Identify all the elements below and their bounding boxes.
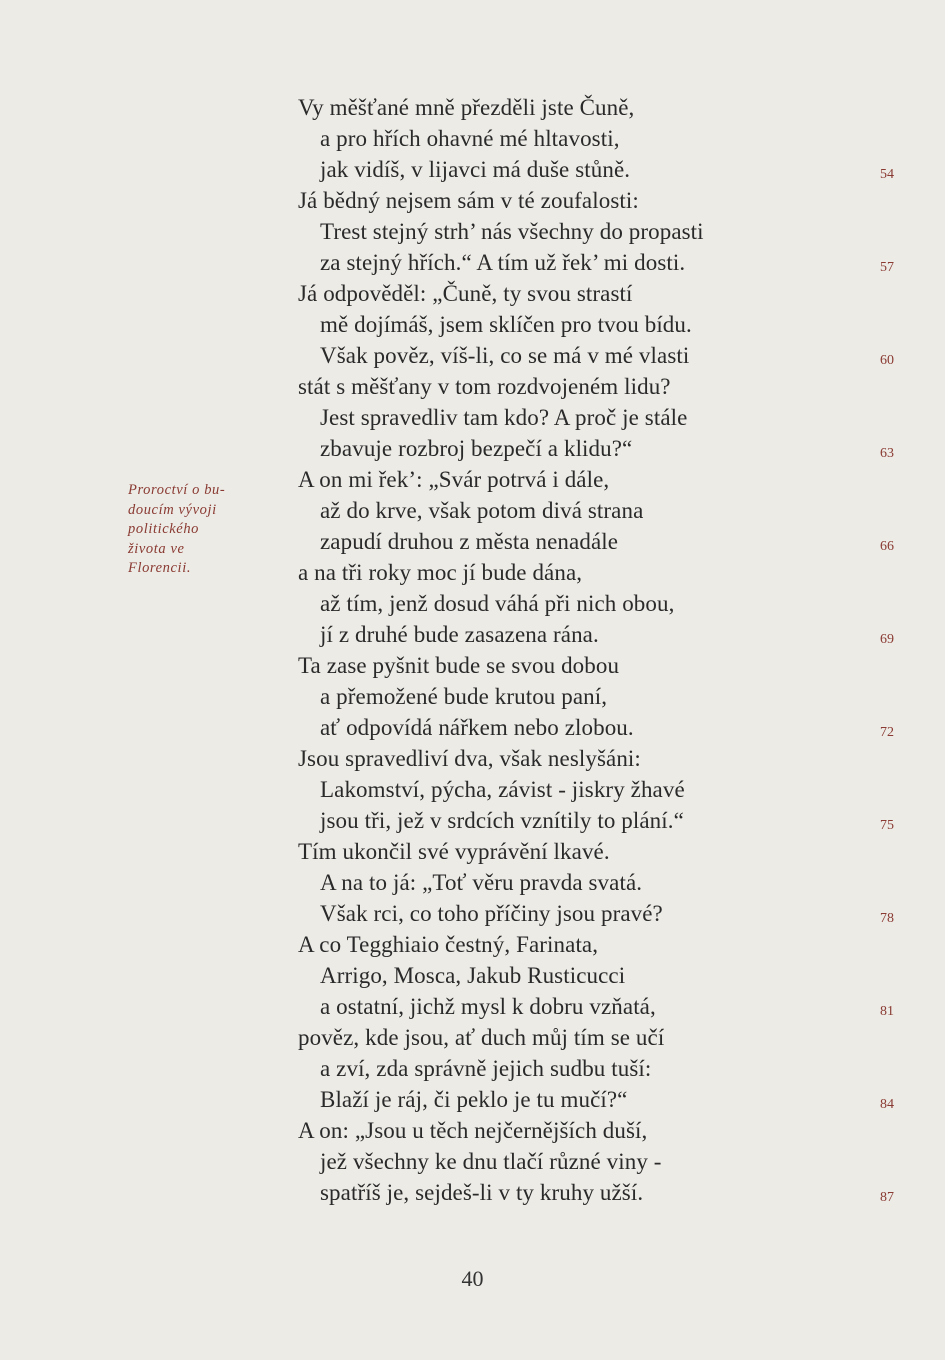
- verse-line: jež všechny ke dnu tlačí různé viny -: [320, 1149, 662, 1174]
- marginal-note-line: Proroctví o bu-: [128, 482, 226, 498]
- line-number: 57: [880, 260, 894, 275]
- line-number-slot: [850, 743, 910, 836]
- line-number: 69: [880, 632, 894, 647]
- line-number-slot: [850, 92, 910, 185]
- verse-line: spatříš je, sejdeš-li v ty kruhy užší.: [320, 1180, 644, 1205]
- line-number: 72: [880, 725, 894, 740]
- marginal-note-line: života ve: [128, 540, 185, 557]
- line-number: 78: [880, 911, 894, 926]
- line-number-slot: [850, 1115, 910, 1208]
- line-number-slot: [850, 185, 910, 278]
- verse-line: a zví, zda správně jejich sudbu tuší:: [320, 1056, 652, 1081]
- marginal-note-line: doucím vývoji: [128, 501, 217, 518]
- verse-line: až tím, jenž dosud váhá při nich obou,: [320, 591, 675, 616]
- verse-line: za stejný hřích.“ A tím už řek’ mi dosti.: [320, 250, 686, 275]
- verse-line: A na to já: „Toť věru pravda svatá.: [320, 870, 643, 895]
- verse-line: Ta zase pyšnit bude se svou dobou: [298, 653, 620, 678]
- verse-line: Však pověz, víš-li, co se má v mé vlasti: [320, 343, 690, 368]
- verse-line: A on: „Jsou u těch nejčernějších duší,: [298, 1118, 648, 1143]
- page-number: 40: [461, 1266, 484, 1291]
- marginal-note: [128, 481, 268, 579]
- verse-line: Arrigo, Mosca, Jakub Rusticucci: [320, 963, 626, 988]
- line-number-slot: [850, 371, 910, 464]
- verse-line: jak vidíš, v lijavci má duše stůně.: [320, 157, 631, 182]
- line-number-slot: [850, 557, 910, 650]
- line-number-slot: [850, 650, 910, 743]
- verse-line: Tím ukončil své vyprávění lkavé.: [298, 839, 610, 864]
- verse-line: a na tři roky moc jí bude dána,: [298, 560, 583, 585]
- verse-line: A on mi řek’: „Svár potrvá i dále,: [298, 467, 610, 492]
- marginal-note-line: politického: [128, 521, 200, 537]
- verse-line: Lakomství, pýcha, závist - jiskry žhavé: [320, 777, 685, 802]
- line-number: 54: [880, 167, 894, 182]
- verse-line: a přemožené bude krutou paní,: [320, 684, 608, 709]
- line-number: 63: [880, 446, 894, 461]
- verse-line: zapudí druhou z města nenadále: [320, 529, 619, 554]
- verse-line: Já bědný nejsem sám v té zoufalosti:: [298, 188, 639, 213]
- marginal-note-line: Florencii.: [128, 560, 192, 576]
- verse-line: a ostatní, jichž mysl k dobru vzňatá,: [320, 994, 656, 1019]
- line-number: 87: [880, 1190, 894, 1205]
- verse-line: Však rci, co toho příčiny jsou pravé?: [320, 901, 663, 926]
- verse-line: jsou tři, jež v srdcích vznítily to plání.“: [320, 808, 684, 833]
- line-number: 75: [880, 818, 894, 833]
- line-number-slot: [850, 1022, 910, 1115]
- verse-line: Blaží je ráj, či peklo je tu mučí?“: [320, 1087, 628, 1112]
- line-number: 60: [880, 353, 894, 368]
- verse-line: stát s měšťany v tom rozdvojeném lidu?: [298, 374, 671, 399]
- line-number: 66: [880, 539, 894, 554]
- verse-line: A co Tegghiaio čestný, Farinata,: [298, 932, 599, 957]
- verse-line: Jsou spravedliví dva, však neslyšáni:: [298, 746, 641, 771]
- line-number: 81: [880, 1004, 894, 1019]
- verse-line: pověz, kde jsou, ať duch můj tím se učí: [298, 1025, 665, 1050]
- verse-line: a pro hřích ohavné mé hltavosti,: [320, 126, 620, 151]
- line-number: 84: [880, 1097, 894, 1112]
- verse-line: Trest stejný strh’ nás všechny do propasti: [320, 219, 704, 244]
- line-number-slot: [850, 278, 910, 371]
- verse-line: Vy měšťané mně přezděli jste Čuně,: [298, 95, 635, 120]
- line-number-slot: [850, 929, 910, 1022]
- verse-line: jí z druhé bude zasazena rána.: [320, 622, 599, 647]
- line-number-slot: [850, 464, 910, 557]
- verse-line: zbavuje rozbroj bezpečí a klidu?“: [320, 436, 633, 461]
- verse-line: mě dojímáš, jsem sklíčen pro tvou bídu.: [320, 312, 692, 337]
- verse-line: až do krve, však potom divá strana: [320, 498, 644, 523]
- poem-verses: [290, 92, 850, 1208]
- verse-line: Jest spravedliv tam kdo? A proč je stále: [320, 405, 688, 430]
- verse-line: Já odpověděl: „Čuně, ty svou strastí: [298, 281, 633, 306]
- line-number-column: [850, 92, 910, 1208]
- verse-line: ať odpovídá nářkem nebo zlobou.: [320, 715, 634, 740]
- line-number-slot: [850, 836, 910, 929]
